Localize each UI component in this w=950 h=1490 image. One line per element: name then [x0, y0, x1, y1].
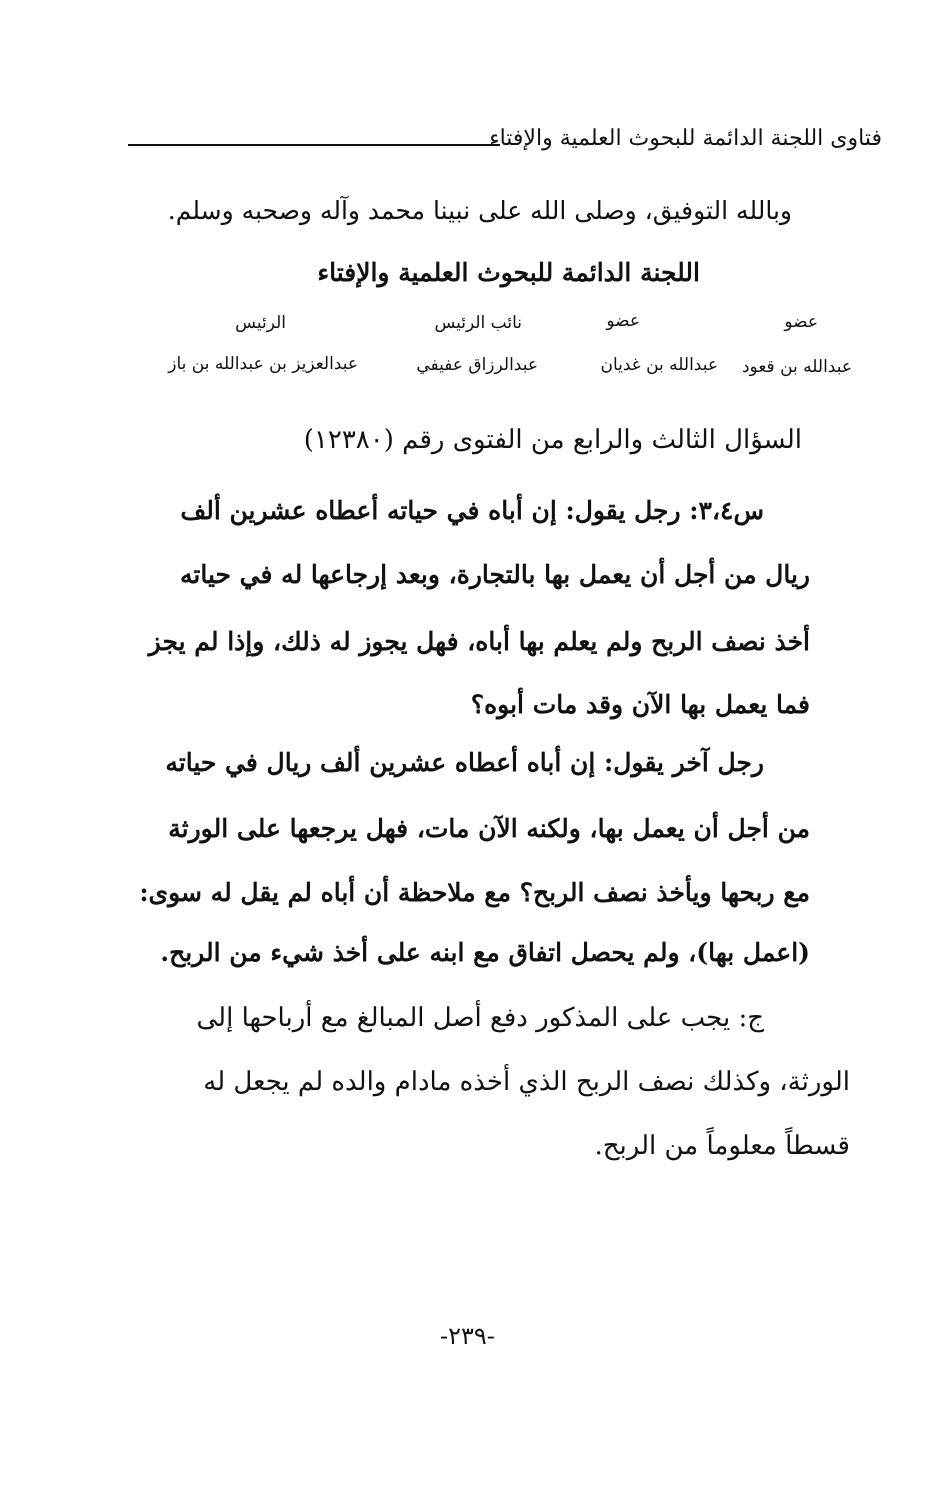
committee-name: اللجنة الدائمة للبحوث العلمية والإفتاء: [317, 258, 700, 287]
question-line: فما يعمل بها الآن وقد مات أبوه؟: [470, 690, 810, 719]
question-line: مع ربحها ويأخذ نصف الربح؟ مع ملاحظة أن أباه لم يقل له سوى:: [139, 878, 810, 907]
signatory-name: عبدالله بن قعود: [741, 357, 852, 377]
signatory-name: عبدالله بن غديان: [600, 355, 718, 375]
closing-line: وبالله التوفيق، وصلى الله على نبينا محمد وآله وصحبه وسلم.: [167, 196, 792, 225]
answer-line: ج: يجب على المذكور دفع أصل المبالغ مع أرباحها إلى: [196, 1003, 764, 1033]
signatory-name: عبدالرزاق عفيفي: [416, 355, 538, 375]
signatory-role: عضو: [606, 311, 640, 331]
question-line: من أجل أن يعمل بها، ولكنه الآن مات، فهل يرجعها على الورثة: [168, 814, 810, 843]
signatory-name: عبدالعزيز بن عبدالله بن باز: [168, 354, 358, 374]
question-paragraph: [180, 496, 764, 525]
signatory-role: عضو: [784, 312, 818, 332]
question-line: (اعمل بها)، ولم يحصل اتفاق مع ابنه على أخذ شيء من الربح.: [160, 938, 810, 967]
question-number: س٣،٤:: [689, 496, 764, 525]
page-number: -٢٣٩-: [440, 1322, 495, 1350]
question-line: رجل يقول: إن أباه في حياته أعطاه عشرين ألف: [180, 496, 681, 525]
header-rule: [128, 144, 500, 146]
signatory-role: الرئيس: [235, 313, 286, 333]
fatwa-reference: السؤال الثالث والرابع من الفتوى رقم (١٢٣٨٠): [303, 425, 802, 455]
signatory-role: نائب الرئيس: [434, 313, 522, 333]
answer-line: الورثة، وكذلك نصف الربح الذي أخذه مادام والده لم يجعل له: [203, 1067, 850, 1097]
question-line: ريال من أجل أن يعمل بها بالتجارة، وبعد إرجاعها له في حياته: [180, 560, 810, 589]
question-line: رجل آخر يقول: إن أباه أعطاه عشرين ألف ريال في حياته: [165, 748, 764, 777]
running-header: [128, 122, 882, 162]
running-title: فتاوى اللجنة الدائمة للبحوث العلمية والإفتاء: [489, 126, 882, 151]
question-line: أخذ نصف الربح ولم يعلم بها أباه، فهل يجوز له ذلك، وإذا لم يجز: [148, 627, 810, 656]
answer-line: قسطاً معلوماً من الربح.: [594, 1131, 850, 1161]
